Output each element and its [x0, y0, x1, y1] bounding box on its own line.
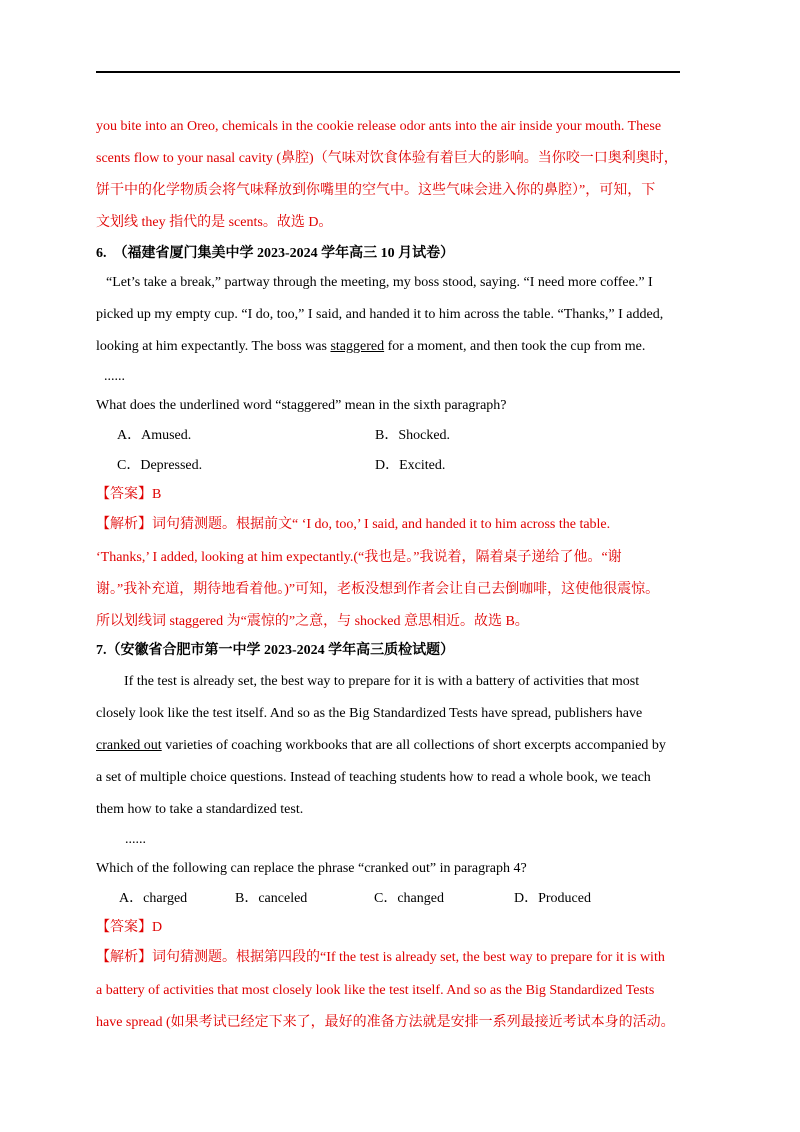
- q7-underlined-phrase: cranked out: [96, 738, 162, 753]
- q7-analysis-line-1: 【解析】词句猜测题。根据第四段的“If the test is already set, the best way to prepare for it is with: [96, 950, 665, 965]
- q7-passage-text-b: varieties of coaching workbooks that are all collections of short excerpts accompanied by: [161, 738, 666, 753]
- q7-passage-line-4: a set of multiple choice questions. Instead of teaching students how to read a whole book, we teach: [96, 770, 651, 785]
- q6-passage-text-a: looking at him expectantly. The boss was: [96, 339, 331, 354]
- q7-option-d: D．Produced: [514, 891, 591, 906]
- q7-ellipsis: ......: [125, 832, 146, 847]
- q5-analysis-line-2: scents flow to your nasal cavity (鼻腔)（气味对饮食体验有着巨大的影响。当你咬一口奥利奥时，: [96, 151, 678, 166]
- q7-option-b: B．canceled: [235, 891, 308, 906]
- q7-analysis-line-2: a battery of activities that most closely look like the test itself. And so as the Big Standardized Tests: [96, 983, 655, 998]
- q5-analysis-line-1: you bite into an Oreo, chemicals in the cookie release odor ants into the air inside your mouth. These: [96, 119, 662, 134]
- q6-option-d: D．Excited.: [375, 458, 446, 473]
- q7-passage-line-3: [96, 736, 666, 756]
- q6-heading: 6. （福建省厦门集美中学 2023-2024 学年高三 10 月试卷）: [96, 246, 455, 261]
- q6-passage-line-3: [96, 337, 645, 357]
- q7-passage-line-2: closely look like the test itself. And so as the Big Standardized Tests have spread, publishers have: [96, 706, 643, 721]
- q6-underlined-word: staggered: [330, 339, 385, 354]
- q6-passage-line-2: picked up my empty cup. “I do, too,” I said, and handed it to him across the table. “Thanks,” I added,: [96, 307, 664, 322]
- q6-analysis-line-2: ‘Thanks,’ I added, looking at him expectantly.(“我也是。”我说着，隔着桌子递给了他。“谢: [96, 550, 622, 565]
- q7-passage-line-1: If the test is already set, the best way to prepare for it is with a battery of activities that most: [124, 674, 640, 689]
- q7-analysis-line-3: have spread (如果考试已经定下来了，最好的准备方法就是安排一系列最接近考试本身的活动。: [96, 1015, 675, 1030]
- q7-question: Which of the following can replace the phrase “cranked out” in paragraph 4?: [96, 861, 527, 876]
- q6-option-a: A．Amused.: [117, 428, 192, 443]
- q6-question: What does the underlined word “staggered” mean in the sixth paragraph?: [96, 398, 507, 413]
- q6-passage-text-b: for a moment, and then took the cup from me.: [384, 339, 646, 354]
- q7-answer: 【答案】D: [96, 920, 163, 935]
- q6-analysis-line-4: 所以划线词 staggered 为“震惊的”之意，与 shocked 意思相近。故选 B。: [96, 614, 529, 629]
- q7-passage-line-5: them how to take a standardized test.: [96, 802, 304, 817]
- q6-option-b: B．Shocked.: [375, 428, 451, 443]
- q5-analysis-line-3: 饼干中的化学物质会将气味释放到你嘴里的空气中。这些气味会进入你的鼻腔）”，可知，下: [96, 183, 656, 198]
- header-rule: [96, 71, 680, 73]
- q7-heading: 7.（安徽省合肥市第一中学 2023-2024 学年高三质检试题）: [96, 643, 455, 658]
- q7-option-c: C．changed: [374, 891, 444, 906]
- q6-option-c: C．Depressed.: [117, 458, 203, 473]
- q6-analysis-line-1: 【解析】词句猜测题。根据前文“ ‘I do, too,’ I said, and handed it to him across the table.: [96, 517, 611, 532]
- q6-passage-line-1: “Let’s take a break,” partway through the meeting, my boss stood, saying. “I need more coffee.” I: [106, 275, 653, 290]
- q5-analysis-line-4: 文划线 they 指代的是 scents。故选 D。: [96, 215, 333, 230]
- q6-answer: 【答案】B: [96, 487, 162, 502]
- q7-option-a: A．charged: [119, 891, 188, 906]
- q6-ellipsis: ......: [104, 369, 125, 384]
- q6-analysis-line-3: 谢。”我补充道，期待地看着他。)”可知，老板没想到作者会让自己去倒咖啡，这使他很震惊。: [96, 582, 660, 597]
